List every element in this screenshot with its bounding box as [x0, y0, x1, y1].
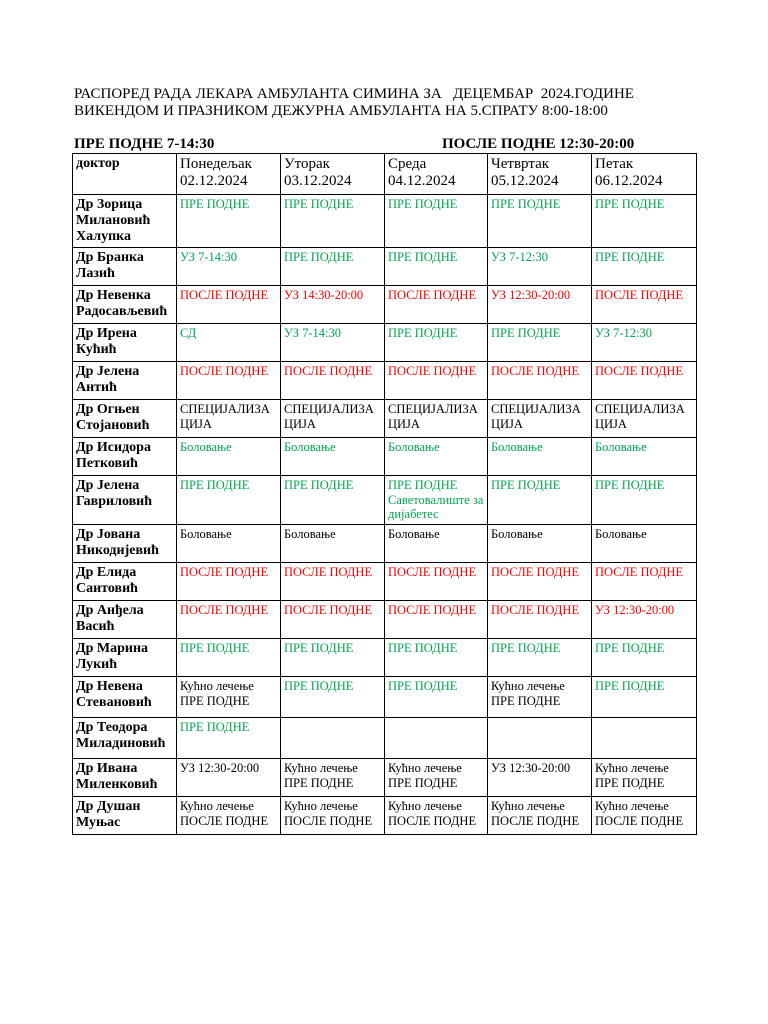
table-row — [73, 400, 697, 438]
cell-line: Боловање — [284, 440, 336, 454]
table-row — [73, 476, 697, 525]
cell-line: ПРЕ ПОДНЕ — [491, 641, 561, 655]
cell-line: ПРЕ ПОДНЕ — [388, 775, 458, 790]
table-row — [73, 438, 697, 476]
doctor-name: Др Ивана Миленковић — [73, 759, 177, 797]
doctor-name: Др Невена Стевановић — [73, 677, 177, 718]
cell-line: Боловање — [595, 527, 647, 541]
schedule-cell — [177, 286, 281, 324]
cell-line: ПОСЛЕ ПОДНЕ — [388, 288, 477, 302]
table-row — [73, 601, 697, 639]
cell-line: ПРЕ ПОДНЕ — [180, 641, 250, 655]
schedule-cell — [177, 601, 281, 639]
table-row — [73, 759, 697, 797]
schedule-cell — [592, 362, 697, 400]
cell-line: ПОСЛЕ ПОДНЕ — [180, 813, 269, 828]
schedule-cell — [385, 718, 488, 759]
table-row — [73, 195, 697, 248]
cell-line: Боловање — [180, 440, 232, 454]
schedule-cell — [177, 195, 281, 248]
schedule-cell — [385, 563, 488, 601]
schedule-cell — [488, 525, 592, 563]
schedule-cell — [488, 286, 592, 324]
doctor-name: Др Јована Никодијевић — [73, 525, 177, 563]
table-row — [73, 362, 697, 400]
cell-line: ПРЕ ПОДНЕ — [180, 478, 250, 492]
schedule-cell — [488, 677, 592, 718]
cell-line: УЗ 12:30-20:00 — [491, 288, 571, 302]
schedule-cell — [177, 677, 281, 718]
schedule-cell — [281, 601, 385, 639]
schedule-cell — [385, 195, 488, 248]
table-header-row — [73, 154, 697, 195]
cell-line: Кућно лечење — [595, 799, 669, 813]
cell-line: ПОСЛЕ ПОДНЕ — [388, 364, 477, 378]
cell-line: ПРЕ ПОДНЕ — [388, 679, 458, 693]
schedule-cell — [281, 639, 385, 677]
schedule-cell — [488, 362, 592, 400]
cell-line: Боловање — [388, 527, 440, 541]
table-row — [73, 525, 697, 563]
schedule-cell — [385, 677, 488, 718]
cell-line: УЗ 14:30-20:00 — [284, 288, 364, 302]
schedule-cell — [385, 400, 488, 438]
cell-line: ПОСЛЕ ПОДНЕ — [388, 813, 477, 828]
cell-line: ПОСЛЕ ПОДНЕ — [595, 813, 684, 828]
doctor-name: Др Јелена Гавриловић — [73, 476, 177, 525]
cell-line: ПОСЛЕ ПОДНЕ — [491, 603, 580, 617]
cell-line: СПЕЦИЈАЛИЗАЦИЈА — [388, 402, 478, 431]
table-row — [73, 324, 697, 362]
doctor-name: Др Бранка Лазић — [73, 248, 177, 286]
schedule-cell — [385, 476, 488, 525]
cell-line: ПОСЛЕ ПОДНЕ — [284, 603, 373, 617]
document-title-line-2: ВИКЕНДОМ И ПРАЗНИКОМ ДЕЖУРНА АМБУЛАНТА НА 5.СПРАТУ 8:00-18:00 — [74, 103, 608, 119]
afternoon-shift-label: ПОСЛЕ ПОДНЕ 12:30-20:00 — [442, 136, 635, 152]
schedule-cell — [385, 286, 488, 324]
cell-line: Боловање — [180, 527, 232, 541]
schedule-cell — [592, 400, 697, 438]
schedule-cell — [281, 400, 385, 438]
day-header-thursday — [488, 154, 592, 195]
schedule-cell — [592, 601, 697, 639]
schedule-cell — [488, 759, 592, 797]
schedule-cell — [281, 718, 385, 759]
schedule-cell — [177, 438, 281, 476]
schedule-cell — [592, 563, 697, 601]
cell-line: ПОСЛЕ ПОДНЕ — [180, 603, 269, 617]
doctor-name: Др Анђела Васић — [73, 601, 177, 639]
schedule-cell — [592, 476, 697, 525]
day-date: 03.12.2024 — [284, 173, 352, 189]
cell-line: Кућно лечење — [180, 679, 254, 693]
schedule-cell — [488, 563, 592, 601]
cell-line: УЗ 12:30-20:00 — [491, 761, 571, 775]
schedule-cell — [488, 438, 592, 476]
day-header-wednesday — [385, 154, 488, 195]
cell-line: Боловање — [491, 440, 543, 454]
schedule-cell — [281, 286, 385, 324]
schedule-cell — [281, 248, 385, 286]
schedule-cell — [177, 563, 281, 601]
table-row — [73, 563, 697, 601]
cell-line: Кућно лечење — [491, 799, 565, 813]
cell-line: ПРЕ ПОДНЕ — [388, 250, 458, 264]
cell-line: ПРЕ ПОДНЕ — [388, 478, 458, 492]
cell-line: СПЕЦИЈАЛИЗАЦИЈА — [180, 402, 270, 431]
cell-line: Кућно лечење — [595, 761, 669, 775]
day-name: Понедељак — [180, 156, 252, 172]
schedule-cell — [177, 324, 281, 362]
cell-line: ПОСЛЕ ПОДНЕ — [388, 565, 477, 579]
schedule-cell — [385, 248, 488, 286]
schedule-cell — [281, 525, 385, 563]
cell-line: ПРЕ ПОДНЕ — [180, 693, 250, 708]
cell-line: ПОСЛЕ ПОДНЕ — [180, 565, 269, 579]
schedule-table — [72, 153, 697, 835]
cell-line: СПЕЦИЈАЛИЗАЦИЈА — [491, 402, 581, 431]
schedule-cell — [177, 639, 281, 677]
cell-line: УЗ 7-14:30 — [180, 250, 237, 264]
schedule-cell — [177, 248, 281, 286]
cell-line: ПРЕ ПОДНЕ — [595, 641, 665, 655]
day-name: Среда — [388, 156, 427, 172]
schedule-cell — [281, 476, 385, 525]
cell-line: ПРЕ ПОДНЕ — [595, 250, 665, 264]
cell-line: Кућно лечење — [284, 799, 358, 813]
cell-line: ПОСЛЕ ПОДНЕ — [284, 565, 373, 579]
schedule-cell — [488, 400, 592, 438]
schedule-cell — [385, 759, 488, 797]
schedule-cell — [385, 601, 488, 639]
schedule-cell — [385, 324, 488, 362]
cell-line: ПОСЛЕ ПОДНЕ — [284, 364, 373, 378]
day-header-monday — [177, 154, 281, 195]
cell-line: ПРЕ ПОДНЕ — [388, 641, 458, 655]
cell-line: ПОСЛЕ ПОДНЕ — [595, 565, 684, 579]
cell-line: ПРЕ ПОДНЕ — [595, 197, 665, 211]
cell-line: УЗ 7-12:30 — [595, 326, 652, 340]
cell-line: ПРЕ ПОДНЕ — [491, 478, 561, 492]
cell-line: УЗ 7-12:30 — [491, 250, 548, 264]
day-date: 02.12.2024 — [180, 173, 248, 189]
schedule-cell — [281, 324, 385, 362]
cell-line: Кућно лечење — [180, 799, 254, 813]
cell-line: ПРЕ ПОДНЕ — [595, 775, 665, 790]
morning-shift-label: ПРЕ ПОДНЕ 7-14:30 — [74, 136, 215, 152]
schedule-cell — [592, 438, 697, 476]
doctor-name: Др Невенка Радосављевић — [73, 286, 177, 324]
cell-line: ПРЕ ПОДНЕ — [388, 197, 458, 211]
schedule-cell — [592, 195, 697, 248]
table-row — [73, 677, 697, 718]
schedule-cell — [592, 324, 697, 362]
schedule-cell — [592, 248, 697, 286]
cell-line: УЗ 7-14:30 — [284, 326, 341, 340]
schedule-cell — [281, 362, 385, 400]
doctor-name: Др Огњен Стојановић — [73, 400, 177, 438]
cell-line: Боловање — [595, 440, 647, 454]
schedule-cell — [488, 718, 592, 759]
cell-line: ПОСЛЕ ПОДНЕ — [180, 364, 269, 378]
cell-line: СПЕЦИЈАЛИЗАЦИЈА — [284, 402, 374, 431]
cell-line: ПРЕ ПОДНЕ — [595, 679, 665, 693]
doctor-name: Др Елида Саитовић — [73, 563, 177, 601]
schedule-cell — [488, 248, 592, 286]
schedule-cell — [281, 195, 385, 248]
schedule-cell — [385, 639, 488, 677]
cell-line: ПОСЛЕ ПОДНЕ — [388, 603, 477, 617]
table-row — [73, 639, 697, 677]
doctor-name: Др Душан Муњас — [73, 797, 177, 835]
cell-line: СД — [180, 326, 197, 340]
cell-line: ПРЕ ПОДНЕ — [284, 197, 354, 211]
day-date: 04.12.2024 — [388, 173, 456, 189]
schedule-cell — [385, 525, 488, 563]
cell-line: ПОСЛЕ ПОДНЕ — [595, 288, 684, 302]
schedule-cell — [385, 362, 488, 400]
cell-line: ПРЕ ПОДНЕ — [284, 679, 354, 693]
cell-line: ПРЕ ПОДНЕ — [284, 775, 354, 790]
day-date: 05.12.2024 — [491, 173, 559, 189]
cell-line: ПРЕ ПОДНЕ — [595, 478, 665, 492]
schedule-cell — [488, 324, 592, 362]
table-row — [73, 286, 697, 324]
cell-line: ПРЕ ПОДНЕ — [491, 693, 561, 708]
schedule-cell — [281, 797, 385, 835]
cell-line: ПОСЛЕ ПОДНЕ — [491, 364, 580, 378]
cell-line: ПОСЛЕ ПОДНЕ — [284, 813, 373, 828]
day-date: 06.12.2024 — [595, 173, 663, 189]
cell-line: ПРЕ ПОДНЕ — [491, 326, 561, 340]
table-row — [73, 797, 697, 835]
table-row — [73, 248, 697, 286]
document-title-line-1: РАСПОРЕД РАДА ЛЕКАРА АМБУЛАНТА СИМИНА ЗА ДЕЦЕМБАР 2024.ГОДИНЕ — [74, 86, 634, 102]
schedule-cell — [488, 639, 592, 677]
doctor-name: Др Зорица Милановић Халупка — [73, 195, 177, 248]
cell-line: ПРЕ ПОДНЕ — [491, 197, 561, 211]
cell-line: Саветовалиште за дијабетес — [388, 492, 484, 521]
cell-line: ПРЕ ПОДНЕ — [180, 197, 250, 211]
schedule-cell — [177, 400, 281, 438]
cell-line: УЗ 12:30-20:00 — [595, 603, 675, 617]
cell-line: ПРЕ ПОДНЕ — [388, 326, 458, 340]
cell-line: ПОСЛЕ ПОДНЕ — [491, 813, 580, 828]
doctor-name: Др Јелена Антић — [73, 362, 177, 400]
cell-line: Кућно лечење — [388, 761, 462, 775]
doctor-name: Др Теодора Миладиновић — [73, 718, 177, 759]
day-name: Четвртак — [491, 156, 550, 172]
cell-line: Кућно лечење — [284, 761, 358, 775]
schedule-cell — [281, 563, 385, 601]
cell-line: СПЕЦИЈАЛИЗАЦИЈА — [595, 402, 685, 431]
schedule-cell — [385, 438, 488, 476]
schedule-cell — [592, 525, 697, 563]
schedule-cell — [592, 286, 697, 324]
schedule-cell — [488, 476, 592, 525]
doctor-name: Др Исидора Петковић — [73, 438, 177, 476]
cell-line: Боловање — [388, 440, 440, 454]
cell-line: Кућно лечење — [491, 679, 565, 693]
day-header-tuesday — [281, 154, 385, 195]
schedule-cell — [488, 195, 592, 248]
cell-line: Боловање — [491, 527, 543, 541]
cell-line: ПОСЛЕ ПОДНЕ — [180, 288, 269, 302]
schedule-cell — [281, 759, 385, 797]
table-row — [73, 718, 697, 759]
schedule-cell — [488, 601, 592, 639]
cell-line: ПОСЛЕ ПОДНЕ — [595, 364, 684, 378]
schedule-cell — [385, 797, 488, 835]
cell-line: Боловање — [284, 527, 336, 541]
day-name: Уторак — [284, 156, 330, 172]
doctor-name: Др Ирена Кућић — [73, 324, 177, 362]
day-header-friday — [592, 154, 697, 195]
schedule-cell — [488, 797, 592, 835]
schedule-cell — [592, 677, 697, 718]
schedule-cell — [592, 639, 697, 677]
cell-line: ПРЕ ПОДНЕ — [180, 720, 250, 734]
schedule-cell — [592, 718, 697, 759]
cell-line: УЗ 12:30-20:00 — [180, 761, 260, 775]
schedule-cell — [177, 362, 281, 400]
cell-line: ПРЕ ПОДНЕ — [284, 250, 354, 264]
schedule-cell — [177, 759, 281, 797]
doctor-name: Др Марина Лукић — [73, 639, 177, 677]
cell-line: ПРЕ ПОДНЕ — [284, 641, 354, 655]
schedule-cell — [177, 525, 281, 563]
schedule-cell — [281, 438, 385, 476]
doctor-column-header: доктор — [73, 154, 177, 195]
schedule-cell — [177, 476, 281, 525]
cell-line: ПРЕ ПОДНЕ — [284, 478, 354, 492]
schedule-cell — [281, 677, 385, 718]
cell-line: Кућно лечење — [388, 799, 462, 813]
schedule-cell — [592, 797, 697, 835]
schedule-cell — [177, 718, 281, 759]
schedule-cell — [177, 797, 281, 835]
day-name: Петак — [595, 156, 634, 172]
cell-line: ПОСЛЕ ПОДНЕ — [491, 565, 580, 579]
schedule-cell — [592, 759, 697, 797]
